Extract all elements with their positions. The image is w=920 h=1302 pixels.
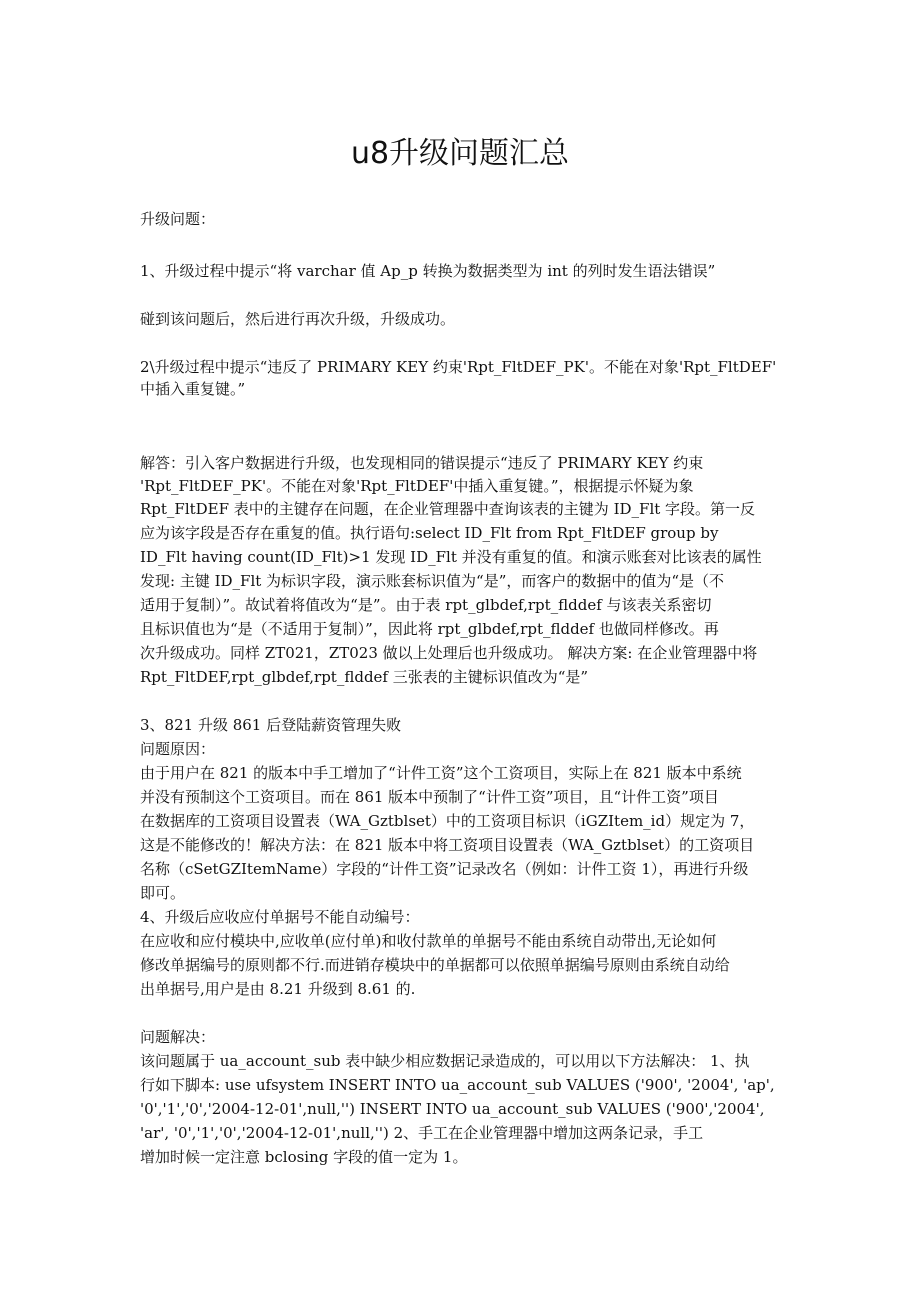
section-3-line: 在数据库的工资项目设置表（WA_Gztblset）中的工资项目标识（iGZItem_id）规定为 7， (140, 812, 755, 830)
answer-2-line: ID_Flt having count(ID_Flt)>1 发现 ID_Flt 并没有重复的值。和演示账套对比该表的属性 (140, 548, 762, 566)
section-4-line: 增加时候一定注意 bclosing 字段的值一定为 1。 (140, 1148, 468, 1166)
answer-2-line: 发现: 主键 ID_Flt 为标识字段，演示账套标识值为“是”，而客户的数据中的值为“是（不 (140, 572, 725, 590)
answer-1: 碰到该问题后，然后进行再次升级，升级成功。 (140, 310, 456, 328)
section-4-line: '0','1','0','2004-12-01',null,'') INSERT INTO ua_account_sub VALUES ('900','2004', (140, 1100, 765, 1118)
answer-2-line: 次升级成功。同样 ZT021，ZT023 做以上处理后也升级成功。 解决方案: 在企业管理器中将 (140, 644, 758, 662)
section-3-line: 4、升级后应收应付单据号不能自动编号： (140, 908, 420, 926)
section-4-line: 行如下脚本: use ufsystem INSERT INTO ua_account_sub VALUES ('900', '2004', 'ap', (140, 1076, 775, 1094)
answer-2-line: 且标识值也为“是（不适用于复制）”，因此将 rpt_glbdef,rpt_flddef 也做同样修改。再 (140, 620, 719, 638)
answer-2-line: Rpt_FltDEF,rpt_glbdef,rpt_flddef 三张表的主键标识值改为“是” (140, 668, 589, 686)
question-1: 1、升级过程中提示“将 varchar 值 Ap_p 转换为数据类型为 int 的列时发生语法错误” (140, 262, 716, 280)
section-4-line: 'ar', '0','1','0','2004-12-01',null,'') 2、手工在企业管理器中增加这两条记录，手工 (140, 1124, 704, 1142)
answer-2-line: 解答：引入客户数据进行升级，也发现相同的错误提示“违反了 PRIMARY KEY 约束 (140, 454, 704, 472)
question-2-line: 中插入重复键。” (140, 380, 246, 398)
section-3-line: 在应收和应付模块中,应收单(应付单)和收付款单的单据号不能由系统自动带出,无论如何 (140, 932, 717, 950)
section-3-line: 出单据号,用户是由 8.21 升级到 8.61 的. (140, 980, 416, 998)
section-3-line: 由于用户在 821 的版本中手工增加了“计件工资”这个工资项目，实际上在 821 版本中系统 (140, 764, 742, 782)
section-3-line: 修改单据编号的原则都不行.而进销存模块中的单据都可以依照单据编号原则由系统自动给 (140, 956, 730, 974)
section-3-line: 名称（cSetGZItemName）字段的“计件工资”记录改名（例如：计件工资 1），再进行升级 (140, 860, 749, 878)
answer-2-line: 'Rpt_FltDEF_PK'。不能在对象'Rpt_FltDEF'中插入重复键。”，根据提示怀疑为象 (140, 477, 694, 495)
answer-2-line: 应为该字段是否存在重复的值。执行语句:select ID_Flt from Rpt_FltDEF group by (140, 524, 719, 542)
answer-2-line: 适用于复制）”。故试着将值改为“是”。由于表 rpt_glbdef,rpt_flddef 与该表关系密切 (140, 596, 712, 614)
answer-2-line: Rpt_FltDEF 表中的主键存在问题，在企业管理器中查询该表的主键为 ID_Flt 字段。第一反 (140, 500, 756, 518)
intro-heading: 升级问题： (140, 210, 216, 228)
question-2-line: 2\升级过程中提示“违反了 PRIMARY KEY 约束'Rpt_FltDEF_PK'。不能在对象'Rpt_FltDEF' (140, 358, 777, 376)
section-3-line: 这是不能修改的！解决方法：在 821 版本中将工资项目设置表（WA_Gztblset）的工资项目 (140, 836, 755, 854)
section-3-line: 问题原因： (140, 740, 216, 758)
section-4-line: 问题解决： (140, 1028, 216, 1046)
section-3-line: 并没有预制这个工资项目。而在 861 版本中预制了“计件工资”项目，且“计件工资”项目 (140, 788, 719, 806)
page-title: u8升级问题汇总 (350, 136, 570, 171)
section-3-line: 即可。 (140, 884, 186, 902)
section-4-line: 该问题属于 ua_account_sub 表中缺少相应数据记录造成的，可以用以下方法解决： 1、执 (140, 1052, 750, 1070)
section-3-line: 3、821 升级 861 后登陆薪资管理失败 (140, 716, 402, 734)
